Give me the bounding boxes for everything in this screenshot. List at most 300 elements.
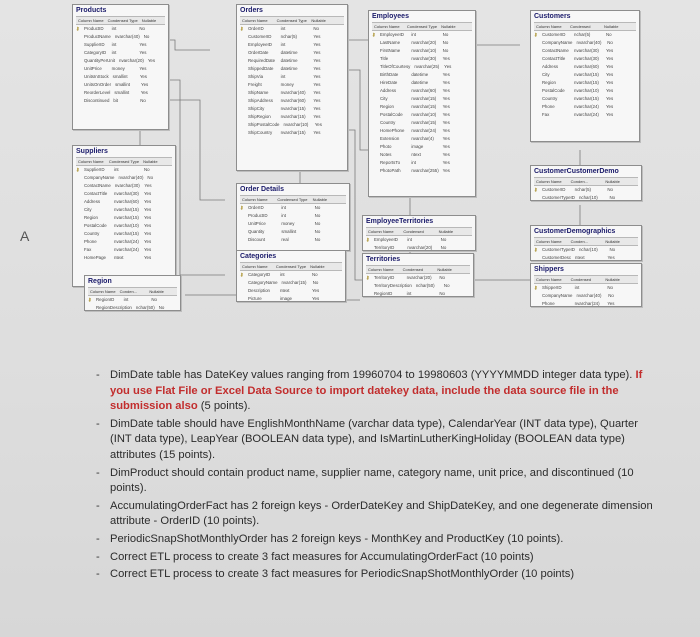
table-cell: Yes bbox=[442, 120, 450, 125]
key-icon: ⚷ bbox=[366, 237, 370, 242]
table-row[interactable] bbox=[534, 186, 638, 194]
table-row[interactable] bbox=[372, 71, 472, 79]
table-cell: Yes bbox=[144, 191, 152, 196]
requirement-text: DimProduct should contain product name, supplier name, category name, unit price, and discontinued (10 points). bbox=[110, 466, 634, 495]
column-header: Conden... bbox=[570, 179, 589, 184]
table-row[interactable] bbox=[240, 49, 344, 57]
table-cell: OrderID bbox=[248, 205, 264, 210]
table-cell: No bbox=[314, 221, 321, 226]
table-row[interactable] bbox=[534, 284, 638, 292]
table-cell: int bbox=[280, 272, 285, 277]
table-row[interactable] bbox=[88, 304, 177, 312]
table-cell: No bbox=[314, 205, 321, 210]
table-cell: RequiredDate bbox=[248, 58, 276, 63]
table-row[interactable] bbox=[372, 143, 472, 151]
table-cell: OrderID bbox=[248, 26, 264, 31]
table-row[interactable] bbox=[76, 246, 172, 254]
table-row[interactable] bbox=[76, 166, 172, 174]
table-cell: nvarchar(24) bbox=[574, 112, 599, 117]
table-row[interactable] bbox=[366, 282, 470, 290]
column-header: Nullable bbox=[605, 239, 620, 244]
requirement-text: DimDate table has DateKey values ranging from 19960704 to 19980603 (YYYYMMDD integer data type). bbox=[110, 369, 636, 381]
table-row[interactable] bbox=[76, 49, 165, 57]
table-row[interactable] bbox=[76, 25, 165, 33]
key-icon: ⚷ bbox=[534, 247, 538, 252]
table-cell: No bbox=[143, 34, 150, 39]
table-cell: HomePage bbox=[84, 255, 106, 260]
table-row[interactable] bbox=[372, 95, 472, 103]
table-cell: No bbox=[440, 245, 447, 250]
table-cell: Yes bbox=[606, 48, 614, 53]
table-cell: nvarchar(10) bbox=[574, 88, 599, 93]
table-row[interactable] bbox=[76, 89, 165, 97]
table-cell: nvarchar(10) bbox=[114, 223, 139, 228]
table-title: EmployeeTerritories bbox=[366, 218, 434, 225]
table-cell: int bbox=[280, 74, 286, 79]
table-row[interactable] bbox=[366, 274, 470, 282]
requirement-text: DimDate table should have EnglishMonthName (varchar data type), CalendarYear (INT data type), Quarter (INT data type), LeapYear (BOOLEAN data type), and IsMartinLutherKingHoliday (BOOLEAN data type) attributes (15 points). bbox=[110, 417, 638, 461]
table-cell: Country bbox=[84, 231, 100, 236]
table-row[interactable] bbox=[534, 55, 636, 63]
table-cell: RegionID bbox=[96, 297, 115, 302]
table-cell: Yes bbox=[606, 104, 614, 109]
table-orders[interactable] bbox=[236, 4, 348, 171]
table-row[interactable] bbox=[240, 41, 344, 49]
table-cell: Picture bbox=[248, 296, 262, 301]
table-row[interactable] bbox=[88, 296, 177, 304]
table-cell: int bbox=[281, 205, 286, 210]
table-row[interactable] bbox=[76, 73, 165, 81]
table-shippers[interactable] bbox=[530, 263, 642, 307]
table-row[interactable] bbox=[366, 290, 470, 298]
table-employee-territories[interactable] bbox=[362, 215, 476, 251]
table-cell: int bbox=[123, 297, 129, 302]
key-icon: ⚷ bbox=[534, 32, 538, 37]
table-title: Suppliers bbox=[76, 148, 108, 155]
table-cell: int bbox=[281, 213, 286, 218]
table-row[interactable] bbox=[534, 71, 636, 79]
table-cell: Yes bbox=[606, 56, 614, 61]
table-cell: No bbox=[442, 40, 449, 45]
table-row[interactable] bbox=[240, 33, 344, 41]
table-cell: Yes bbox=[606, 112, 614, 117]
table-cell: Photo bbox=[380, 144, 392, 149]
column-header: Nullable bbox=[605, 179, 620, 184]
table-row[interactable] bbox=[76, 174, 172, 182]
table-cell: No bbox=[312, 280, 319, 285]
table-row[interactable] bbox=[372, 111, 472, 119]
table-row[interactable] bbox=[534, 111, 636, 119]
table-cell: Yes bbox=[139, 74, 147, 79]
table-cell: nvarchar(60) bbox=[411, 88, 437, 93]
table-cell: datetime bbox=[280, 50, 298, 55]
table-cell: nchar(50) bbox=[415, 283, 435, 288]
table-cell: Yes bbox=[313, 130, 321, 135]
table-cell: RegionID bbox=[374, 291, 393, 296]
table-row[interactable] bbox=[240, 271, 342, 279]
table-row[interactable] bbox=[534, 39, 636, 47]
table-row[interactable] bbox=[372, 63, 472, 71]
table-cell: nvarchar(15) bbox=[574, 72, 599, 77]
table-row[interactable] bbox=[240, 97, 344, 105]
table-row[interactable] bbox=[372, 135, 472, 143]
table-cell: Yes bbox=[313, 106, 321, 111]
table-row[interactable] bbox=[76, 33, 165, 41]
table-cell: nvarchar(30) bbox=[411, 56, 437, 61]
table-cell: datetime bbox=[411, 72, 429, 77]
table-cell: nvarchar(60) bbox=[574, 64, 599, 69]
table-cell: nchar(5) bbox=[280, 34, 298, 39]
table-cell: Yes bbox=[442, 80, 450, 85]
requirement-points: (5 points). bbox=[197, 400, 251, 413]
table-cell: nvarchar(15) bbox=[411, 120, 437, 125]
table-row[interactable] bbox=[240, 236, 346, 244]
table-row[interactable] bbox=[76, 57, 165, 65]
table-cell: Address bbox=[380, 88, 397, 93]
table-row[interactable] bbox=[240, 220, 346, 228]
table-cell: No bbox=[314, 213, 321, 218]
table-row[interactable] bbox=[240, 121, 344, 129]
column-header: Condensed Type bbox=[406, 24, 438, 29]
column-header: Column Name bbox=[368, 267, 394, 272]
table-cell: CategoryID bbox=[248, 272, 271, 277]
table-row[interactable] bbox=[372, 151, 472, 159]
table-cell: ProductID bbox=[84, 26, 104, 31]
table-row[interactable] bbox=[372, 47, 472, 55]
column-header: Nullable bbox=[438, 229, 454, 234]
table-customer-customer-demo[interactable] bbox=[530, 165, 642, 201]
table-cell: Yes bbox=[442, 88, 450, 93]
table-title: Shippers bbox=[534, 266, 564, 273]
table-cell: CategoryID bbox=[84, 50, 107, 55]
table-cell: Yes bbox=[442, 152, 450, 157]
table-cell: No bbox=[607, 285, 613, 290]
table-cell: Fax bbox=[84, 247, 92, 252]
table-row[interactable] bbox=[76, 230, 172, 238]
table-row[interactable] bbox=[534, 31, 636, 39]
table-cell: ntext bbox=[280, 288, 290, 293]
table-cell: FirstName bbox=[380, 48, 401, 53]
table-cell: EmployeeID bbox=[374, 237, 398, 242]
table-row[interactable] bbox=[372, 119, 472, 127]
table-categories[interactable] bbox=[236, 250, 346, 302]
table-cell: No bbox=[151, 297, 157, 302]
table-cell: No bbox=[609, 195, 616, 200]
requirement-item bbox=[96, 550, 656, 566]
table-row[interactable] bbox=[372, 103, 472, 111]
table-row[interactable] bbox=[240, 25, 344, 33]
table-row[interactable] bbox=[240, 287, 342, 295]
requirements-list bbox=[96, 368, 656, 585]
table-row[interactable] bbox=[372, 31, 472, 39]
column-header: Column Name bbox=[242, 18, 268, 23]
table-cell: nvarchar(4) bbox=[411, 136, 434, 141]
table-cell: nvarchar(24) bbox=[574, 104, 599, 109]
table-cell: nchar(5) bbox=[574, 32, 591, 37]
table-row[interactable] bbox=[372, 39, 472, 47]
table-row[interactable] bbox=[76, 81, 165, 89]
table-cell: Yes bbox=[442, 96, 450, 101]
table-header bbox=[534, 275, 638, 284]
table-row[interactable] bbox=[372, 87, 472, 95]
table-cell: Fax bbox=[542, 112, 550, 117]
table-cell: nvarchar(15) bbox=[280, 114, 306, 119]
table-header bbox=[88, 287, 177, 296]
table-row[interactable] bbox=[372, 127, 472, 135]
table-row[interactable] bbox=[76, 182, 172, 190]
table-cell: ContactTitle bbox=[84, 191, 108, 196]
table-row[interactable] bbox=[76, 190, 172, 198]
table-row[interactable] bbox=[76, 238, 172, 246]
table-cell: Yes bbox=[139, 42, 147, 47]
column-header: Column Name bbox=[374, 24, 400, 29]
table-row[interactable] bbox=[534, 292, 638, 300]
table-title: Customers bbox=[534, 13, 571, 20]
table-row[interactable] bbox=[372, 55, 472, 63]
table-cell: Yes bbox=[606, 72, 614, 77]
table-header bbox=[366, 265, 470, 274]
table-cell: nvarchar(15) bbox=[411, 96, 437, 101]
table-title: Region bbox=[88, 278, 112, 285]
table-header bbox=[366, 227, 472, 236]
table-header bbox=[240, 195, 346, 204]
table-cell: real bbox=[281, 237, 289, 242]
requirement-emphasis: If you use Flat File or Excel Data Source to import datekey data, include the data source file in the submission also bbox=[110, 369, 643, 413]
table-row[interactable] bbox=[240, 65, 344, 73]
column-header: Nullable bbox=[312, 197, 328, 202]
table-cell: nchar(5) bbox=[574, 187, 592, 192]
table-cell: nvarchar(40) bbox=[118, 175, 144, 180]
table-row[interactable] bbox=[534, 246, 638, 254]
table-cell: CompanyName bbox=[84, 175, 115, 180]
table-row[interactable] bbox=[240, 279, 342, 287]
table-region[interactable] bbox=[84, 275, 181, 311]
table-cell: Yes bbox=[314, 122, 322, 127]
table-cell: No bbox=[607, 40, 613, 45]
column-header: Nullable bbox=[605, 277, 620, 282]
table-cell: No bbox=[158, 305, 165, 310]
table-cell: nvarchar(30) bbox=[574, 56, 599, 61]
table-cell: Yes bbox=[312, 296, 320, 301]
table-employees[interactable] bbox=[368, 10, 476, 197]
table-customers[interactable] bbox=[530, 10, 640, 142]
table-cell: Region bbox=[84, 215, 98, 220]
table-cell: CustomerID bbox=[542, 187, 566, 192]
table-cell: No bbox=[439, 291, 445, 296]
table-cell: int bbox=[280, 26, 286, 31]
table-cell: Region bbox=[542, 80, 556, 85]
database-diagram bbox=[60, 0, 700, 360]
table-row[interactable] bbox=[240, 57, 344, 65]
table-cell: ReportsTo bbox=[380, 160, 401, 165]
column-header: Column Name bbox=[242, 197, 268, 202]
table-row[interactable] bbox=[240, 113, 344, 121]
table-cell: No bbox=[607, 187, 613, 192]
column-header: Column Name bbox=[536, 179, 562, 184]
table-cell: SupplierID bbox=[84, 42, 105, 47]
column-header: Nullable bbox=[311, 18, 326, 23]
table-cell: CustomerTypeID bbox=[542, 247, 575, 252]
table-cell: nvarchar(60) bbox=[280, 98, 306, 103]
table-cell: EmployeeID bbox=[248, 42, 272, 47]
table-cell: No bbox=[314, 237, 321, 242]
table-row[interactable] bbox=[372, 79, 472, 87]
table-cell: HomePhone bbox=[380, 128, 405, 133]
table-row[interactable] bbox=[240, 89, 344, 97]
table-cell: Yes bbox=[313, 58, 321, 63]
table-row[interactable] bbox=[76, 97, 165, 105]
table-header bbox=[76, 16, 165, 25]
table-cell: CompanyName bbox=[542, 40, 573, 45]
table-products[interactable] bbox=[72, 4, 169, 130]
table-cell: Yes bbox=[444, 64, 452, 69]
table-suppliers[interactable] bbox=[72, 145, 176, 287]
table-cell: datetime bbox=[411, 80, 429, 85]
table-cell: Yes bbox=[144, 215, 152, 220]
table-cell: Yes bbox=[140, 90, 148, 95]
table-row[interactable] bbox=[366, 236, 472, 244]
table-row[interactable] bbox=[240, 73, 344, 81]
table-cell: int bbox=[111, 50, 117, 55]
column-header: Condensed bbox=[403, 229, 424, 234]
table-cell: ProductID bbox=[248, 213, 268, 218]
table-cell: ShipName bbox=[248, 90, 269, 95]
table-title: Employees bbox=[372, 13, 409, 20]
table-row[interactable] bbox=[534, 194, 638, 202]
table-cell: nvarchar(24) bbox=[114, 239, 139, 244]
key-icon: ⚷ bbox=[76, 167, 80, 172]
table-row[interactable] bbox=[534, 63, 636, 71]
column-header: Column Name bbox=[536, 239, 562, 244]
table-cell: nvarchar(30) bbox=[574, 48, 599, 53]
table-cell: Yes bbox=[144, 183, 152, 188]
table-cell: smallint bbox=[114, 90, 130, 95]
table-cell: No bbox=[144, 167, 150, 172]
table-row[interactable] bbox=[76, 198, 172, 206]
table-cell: No bbox=[443, 283, 450, 288]
table-row[interactable] bbox=[372, 167, 472, 175]
column-header: Condensed Type bbox=[275, 264, 307, 269]
table-order-details[interactable] bbox=[236, 183, 350, 251]
key-icon: ⚷ bbox=[240, 205, 244, 210]
table-cell: ContactName bbox=[542, 48, 569, 53]
table-cell: datetime bbox=[280, 58, 298, 63]
table-row[interactable] bbox=[76, 41, 165, 49]
table-cell: City bbox=[542, 72, 550, 77]
table-cell: nvarchar(10) bbox=[411, 48, 437, 53]
table-cell: Yes bbox=[313, 42, 321, 47]
table-cell: No bbox=[606, 32, 612, 37]
column-header: Condensed bbox=[570, 24, 591, 29]
table-row[interactable] bbox=[534, 47, 636, 55]
table-cell: int bbox=[280, 42, 286, 47]
table-cell: CategoryName bbox=[248, 280, 278, 285]
column-header: Column Name bbox=[90, 289, 116, 294]
table-cell: nvarchar(30) bbox=[114, 183, 140, 188]
table-row[interactable] bbox=[240, 204, 346, 212]
table-customer-demographics[interactable] bbox=[530, 225, 642, 261]
requirement-text: Correct ETL process to create 3 fact measures for AccumulatingOrderFact (10 points) bbox=[110, 550, 534, 563]
requirement-item bbox=[96, 499, 656, 530]
table-row[interactable] bbox=[76, 65, 165, 73]
table-row[interactable] bbox=[240, 295, 342, 303]
requirement-text: PeriodicSnapShotMonthlyOrder has 2 foreign keys - MonthKey and ProductKey (10 points). bbox=[110, 532, 564, 545]
table-row[interactable] bbox=[240, 81, 344, 89]
column-header: Condensed Type bbox=[108, 159, 140, 164]
table-row[interactable] bbox=[76, 214, 172, 222]
table-cell: Description bbox=[248, 288, 270, 293]
table-cell: nvarchar(20) bbox=[411, 40, 437, 45]
table-cell: Yes bbox=[606, 88, 614, 93]
table-cell: No bbox=[139, 26, 145, 31]
table-row[interactable] bbox=[76, 222, 172, 230]
table-cell: UnitPrice bbox=[84, 66, 102, 71]
table-cell: TerritoryDescription bbox=[374, 283, 412, 288]
column-header: Column Name bbox=[536, 24, 562, 29]
table-cell: int bbox=[574, 285, 580, 290]
table-cell: Yes bbox=[141, 82, 149, 87]
table-cell: int bbox=[407, 237, 412, 242]
table-cell: Yes bbox=[139, 50, 147, 55]
table-row[interactable] bbox=[534, 79, 636, 87]
table-cell: Yes bbox=[313, 66, 321, 71]
table-cell: Yes bbox=[607, 301, 615, 306]
table-row[interactable] bbox=[534, 254, 638, 262]
requirement-text: AccumulatingOrderFact has 2 foreign keys - OrderDateKey and ShipDateKey, and one degenerate dimension attribute - OrderID (10 points). bbox=[110, 499, 653, 528]
table-territories[interactable] bbox=[362, 253, 474, 297]
table-row[interactable] bbox=[240, 105, 344, 113]
table-cell: CustomerTypeID bbox=[542, 195, 575, 200]
table-cell: City bbox=[380, 96, 388, 101]
table-cell: int bbox=[111, 26, 117, 31]
table-title: Products bbox=[76, 7, 107, 14]
table-cell: nvarchar(15) bbox=[574, 80, 599, 85]
table-row[interactable] bbox=[240, 228, 346, 236]
column-header: Nullable bbox=[149, 289, 164, 294]
table-cell: ShipperID bbox=[542, 285, 562, 290]
table-row[interactable] bbox=[534, 103, 636, 111]
key-icon: ⚷ bbox=[240, 272, 244, 277]
table-row[interactable] bbox=[534, 95, 636, 103]
table-row[interactable] bbox=[366, 244, 472, 252]
table-cell: Address bbox=[84, 199, 101, 204]
table-cell: ShipCity bbox=[248, 106, 265, 111]
table-row[interactable] bbox=[240, 129, 344, 137]
table-row[interactable] bbox=[76, 206, 172, 214]
table-cell: Phone bbox=[542, 301, 555, 306]
table-cell: Yes bbox=[606, 80, 614, 85]
table-cell: UnitPrice bbox=[248, 221, 266, 226]
table-cell: ShipPostalCode bbox=[248, 122, 280, 127]
table-cell: int bbox=[111, 42, 117, 47]
table-row[interactable] bbox=[534, 87, 636, 95]
table-cell: nvarchar(40) bbox=[576, 40, 602, 45]
table-row[interactable] bbox=[240, 212, 346, 220]
table-row[interactable] bbox=[534, 300, 638, 308]
table-cell: nvarchar(15) bbox=[411, 104, 437, 109]
table-cell: bit bbox=[113, 98, 119, 103]
table-cell: image bbox=[280, 296, 292, 301]
table-cell: int bbox=[411, 32, 416, 37]
table-row[interactable] bbox=[372, 159, 472, 167]
table-cell: Yes bbox=[442, 112, 450, 117]
table-cell: Yes bbox=[313, 50, 321, 55]
table-row[interactable] bbox=[76, 254, 172, 262]
table-cell: Yes bbox=[144, 207, 152, 212]
table-cell: image bbox=[411, 144, 424, 149]
table-cell: Yes bbox=[607, 255, 615, 260]
table-cell: Yes bbox=[313, 98, 321, 103]
